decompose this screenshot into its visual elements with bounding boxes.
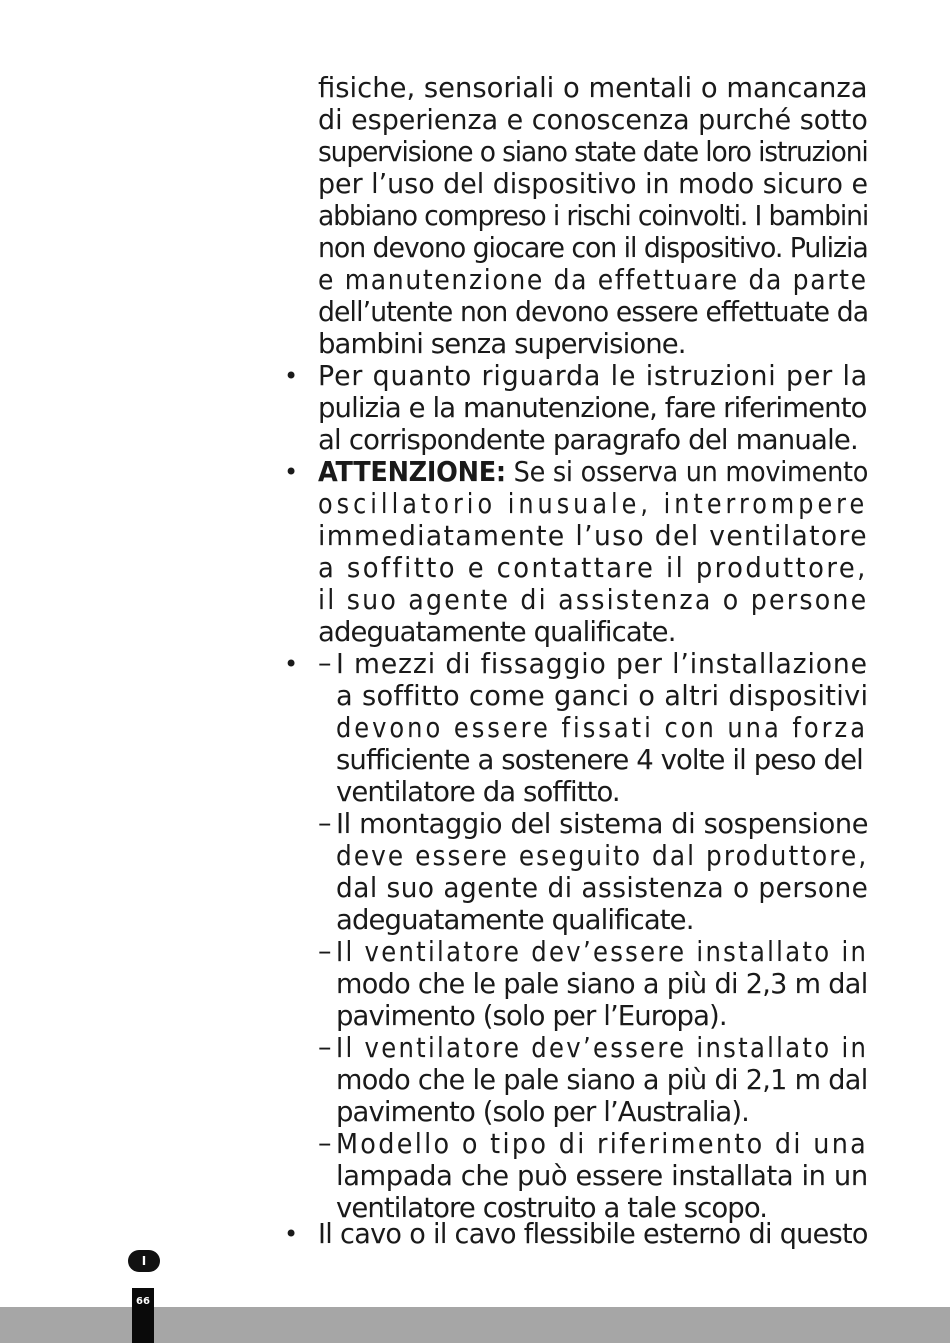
text-line: a soffitto come ganci o altri dispositivi: [336, 680, 869, 712]
language-badge: I: [128, 1250, 160, 1272]
text-line: a soffitto e contattare il produttore,: [318, 552, 868, 584]
bullet-icon: •: [284, 458, 299, 486]
text-line: lampada che può essere installata in un: [336, 1160, 868, 1192]
text-line: deve essere eseguito dal produttore,: [336, 840, 869, 872]
text-line: Per quanto riguarda le istruzioni per la: [318, 360, 869, 392]
text-line: pavimento (solo per l’Europa).: [336, 1000, 727, 1032]
warning-text: Se si osserva un movimento: [513, 456, 869, 488]
dash-icon: –: [318, 1032, 332, 1063]
text-line: devono essere fissati con una forza: [336, 712, 868, 744]
text-line: non devono giocare con il dispositivo. Pulizia: [318, 232, 868, 264]
text-line: adeguatamente qualificate.: [318, 616, 676, 648]
text-line: e manutenzione da effettuare da parte: [318, 264, 868, 296]
text-line: pavimento (solo per l’Australia).: [336, 1096, 750, 1128]
text-line: modo che le pale siano a più di 2,3 m dal: [336, 968, 868, 1000]
text-line: abbiano compreso i rischi coinvolti. I bambini: [318, 200, 869, 232]
dash-icon: –: [318, 648, 332, 679]
text-line: immediatamente l’uso del ventilatore: [318, 520, 868, 552]
text-line: Modello o tipo di riferimento di una: [336, 1128, 869, 1160]
dash-icon: –: [318, 936, 332, 967]
text-line: Il montaggio del sistema di sospensione: [336, 808, 869, 840]
text-line: Il cavo o il cavo flessibile esterno di questo: [318, 1218, 868, 1250]
text-line: ventilatore costruito a tale scopo.: [336, 1192, 768, 1224]
text-line: pulizia e la manutenzione, fare riferimento: [318, 392, 867, 424]
warning-label: ATTENZIONE:: [318, 456, 506, 488]
text-line: supervisione o siano state date loro istruzioni: [318, 136, 868, 168]
text-line: dell’utente non devono essere effettuate da: [318, 296, 869, 328]
page-number: 66: [136, 1296, 150, 1307]
text-line: di esperienza e conoscenza purché sotto: [318, 104, 868, 136]
text-line: Il ventilatore dev’essere installato in: [336, 1032, 869, 1064]
text-line: al corrispondente paragrafo del manuale.: [318, 424, 858, 456]
text-line: adeguatamente qualificate.: [336, 904, 694, 936]
bullet-icon: •: [284, 1220, 299, 1248]
text-line: il suo agente di assistenza o persone: [318, 584, 869, 616]
dash-icon: –: [318, 1128, 332, 1159]
bullet-icon: •: [284, 650, 299, 678]
text-line: Il ventilatore dev’essere installato in: [336, 936, 869, 968]
warning-first-line: [318, 456, 868, 488]
bullet-icon: •: [284, 362, 299, 390]
dash-icon: –: [318, 808, 332, 839]
text-line: bambini senza supervisione.: [318, 328, 686, 360]
text-line: dal suo agente di assistenza o persone: [336, 872, 869, 904]
text-line: I mezzi di fissaggio per l’installazione: [336, 648, 868, 680]
text-line: modo che le pale siano a più di 2,1 m dal: [336, 1064, 868, 1096]
text-line: oscillatorio inusuale, interrompere: [318, 488, 869, 520]
text-line: ventilatore da soffitto.: [336, 776, 620, 808]
text-line: sufficiente a sostenere 4 volte il peso del: [336, 744, 863, 776]
text-line: fisiche, sensoriali o mentali o mancanza: [318, 72, 868, 104]
text-line: per l’uso del dispositivo in modo sicuro e: [318, 168, 868, 200]
